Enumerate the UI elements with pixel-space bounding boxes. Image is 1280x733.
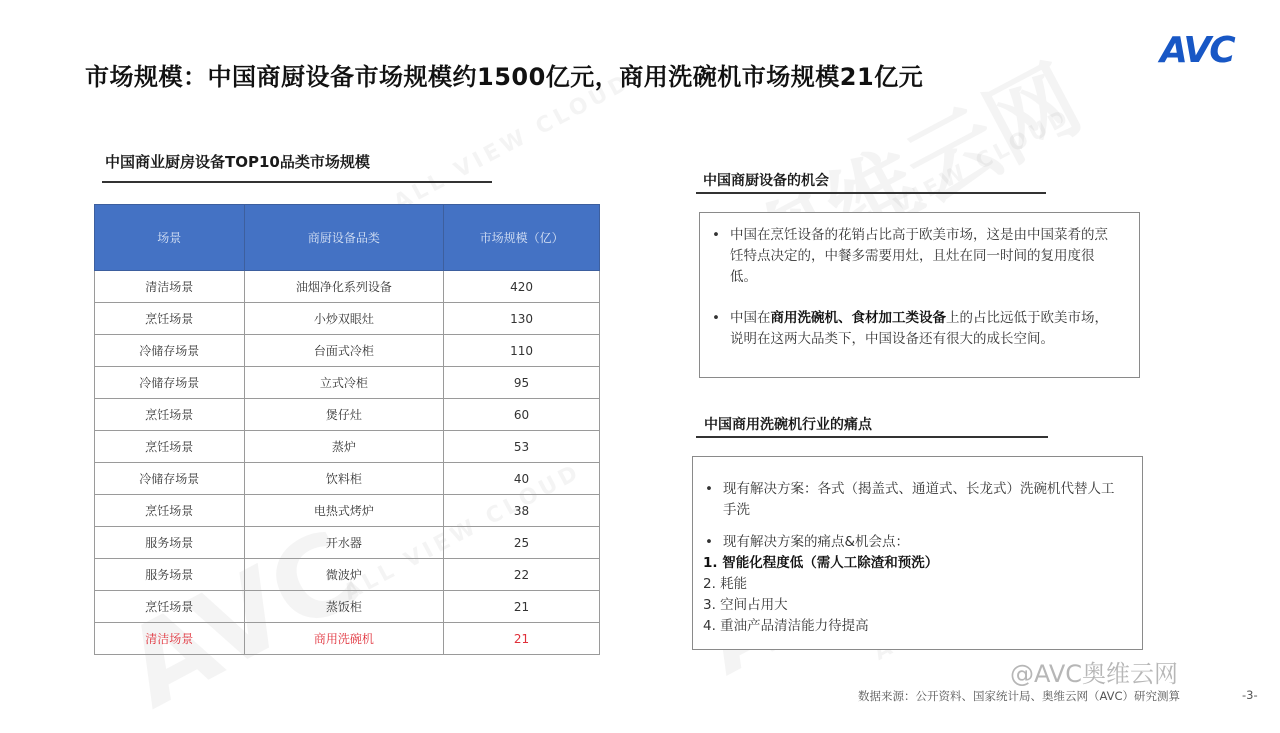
- cell-category: 立式冷柜: [244, 367, 444, 399]
- source-note: 数据来源：公开资料、国家统计局、奥维云网（AVC）研究测算: [858, 689, 1181, 703]
- cell-scene: 冷储存场景: [95, 335, 245, 367]
- watermark-credit: @AVC奥维云网: [1010, 660, 1179, 688]
- table-row-highlighted: [95, 623, 600, 655]
- cell-scene: 烹饪场景: [95, 591, 245, 623]
- column-header-size: 市场规模（亿）: [444, 205, 600, 271]
- heading-underline: [102, 181, 492, 183]
- cell-category: 小炒双眼灶: [244, 303, 444, 335]
- pain-heading: 中国商用洗碗机行业的痛点: [704, 417, 872, 433]
- pain-list-item: 4. 重油产品清洁能力待提高: [703, 618, 869, 634]
- pain-list-item: 1. 智能化程度低（需人工除渣和预洗）: [703, 555, 939, 571]
- cell-scene: 烹饪场景: [95, 399, 245, 431]
- cell-category: 蒸饭柜: [244, 591, 444, 623]
- logo-text: AVC: [1160, 30, 1234, 71]
- cell-size: 25: [444, 527, 600, 559]
- opportunity-bullet: [710, 308, 1121, 350]
- table-row: [95, 399, 600, 431]
- cell-size: 21: [444, 623, 600, 655]
- bullet-dot-icon: •: [712, 227, 720, 243]
- pain-list-item: 3. 空间占用大: [703, 597, 788, 613]
- opportunity-bullet: [710, 225, 1121, 288]
- cell-size: 53: [444, 431, 600, 463]
- table-row: [95, 335, 600, 367]
- cell-scene: 服务场景: [95, 527, 245, 559]
- cell-scene: 冷储存场景: [95, 463, 245, 495]
- column-header-scene: 场景: [95, 205, 245, 271]
- cell-size: 95: [444, 367, 600, 399]
- table-header-row: [95, 205, 600, 271]
- pain-bullet: [703, 532, 1122, 553]
- bullet-dot-icon: •: [705, 481, 713, 497]
- cell-size: 130: [444, 303, 600, 335]
- cell-category: 商用洗碗机: [244, 623, 444, 655]
- cell-size: 60: [444, 399, 600, 431]
- table-row: [95, 559, 600, 591]
- table-row: [95, 367, 600, 399]
- table-row: [95, 303, 600, 335]
- bullet-text: 现有解决方案：各式（揭盖式、通道式、长龙式）洗碗机代替人工手洗: [723, 481, 1115, 518]
- table-row: [95, 463, 600, 495]
- column-header-category: 商厨设备品类: [244, 205, 444, 271]
- market-size-table: [94, 204, 600, 655]
- table-row: [95, 495, 600, 527]
- table-row: [95, 527, 600, 559]
- bullet-dot-icon: •: [705, 534, 713, 550]
- avc-logo: [1160, 30, 1260, 72]
- cell-scene: 烹饪场景: [95, 495, 245, 527]
- cell-category: 饮料柜: [244, 463, 444, 495]
- cell-scene: 清洁场景: [95, 623, 245, 655]
- cell-category: 蒸炉: [244, 431, 444, 463]
- cell-size: 21: [444, 591, 600, 623]
- cell-scene: 服务场景: [95, 559, 245, 591]
- cell-scene: 清洁场景: [95, 271, 245, 303]
- table-row: [95, 271, 600, 303]
- bullet-text: 中国在烹饪设备的花销占比高于欧美市场，这是由中国菜肴的烹饪特点决定的，中餐多需要用灶，且灶在同一时间的复用度很低。: [730, 227, 1108, 285]
- opportunity-box: [699, 212, 1140, 378]
- cell-category: 微波炉: [244, 559, 444, 591]
- bullet-dot-icon: •: [712, 310, 720, 326]
- cell-category: 开水器: [244, 527, 444, 559]
- page-number: -3-: [1242, 688, 1258, 702]
- table-row: [95, 431, 600, 463]
- table-row: [95, 591, 600, 623]
- bullet-text-pre: 中国在: [730, 310, 771, 326]
- cell-scene: 烹饪场景: [95, 303, 245, 335]
- pain-underline: [696, 436, 1048, 438]
- page-title: 市场规模：中国商厨设备市场规模约1500亿元，商用洗碗机市场规模21亿元: [85, 63, 924, 91]
- cell-size: 40: [444, 463, 600, 495]
- cell-category: 台面式冷柜: [244, 335, 444, 367]
- pain-bullet: [703, 479, 1122, 521]
- bullet-text-bold: 商用洗碗机、食材加工类设备: [770, 310, 946, 326]
- opportunity-heading: 中国商厨设备的机会: [703, 173, 829, 189]
- cell-size: 110: [444, 335, 600, 367]
- pain-box: [692, 456, 1143, 650]
- bullet-text: 现有解决方案的痛点&机会点：: [723, 534, 910, 550]
- pain-list-item: 2. 耗能: [703, 576, 748, 592]
- cell-size: 22: [444, 559, 600, 591]
- cell-category: 煲仔灶: [244, 399, 444, 431]
- cell-category: 油烟净化系列设备: [244, 271, 444, 303]
- cell-size: 420: [444, 271, 600, 303]
- opportunity-underline: [696, 192, 1046, 194]
- cell-scene: 冷储存场景: [95, 367, 245, 399]
- table-heading: 中国商业厨房设备TOP10品类市场规模: [105, 153, 370, 171]
- cell-size: 38: [444, 495, 600, 527]
- bullet-text-post: 上的占比远低于欧美市场，说明在这两大品类下，中国设备还有很大的成长空间。: [730, 310, 1108, 347]
- cell-scene: 烹饪场景: [95, 431, 245, 463]
- cell-category: 电热式烤炉: [244, 495, 444, 527]
